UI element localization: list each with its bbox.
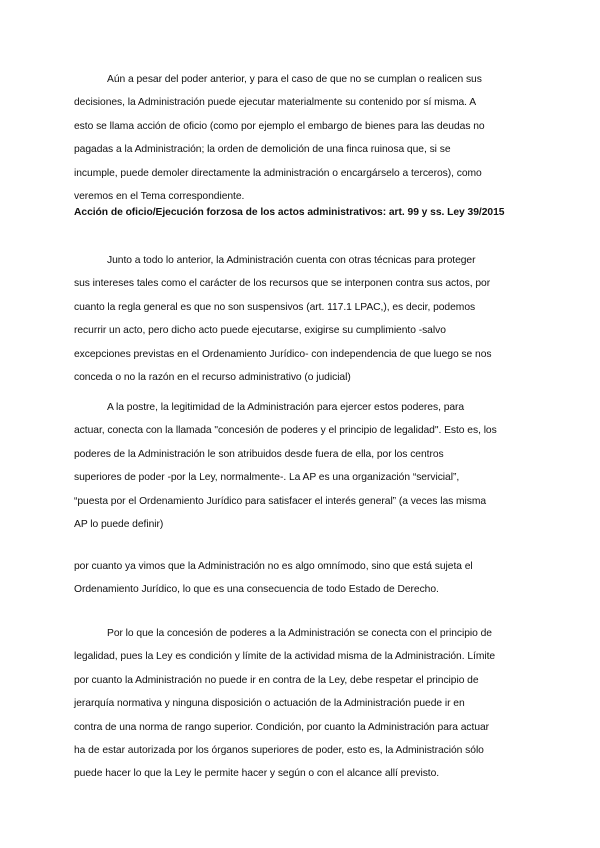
text-line: superiores de poder -por la Ley, normalmente-. La AP es una organización “servicial”, — [74, 472, 460, 484]
text-line: por cuanto ya vimos que la Administración no es algo omnímodo, sino que está sujeta el — [74, 561, 473, 572]
text-line: pagadas a la Administración; la orden de demolición de una finca ruinosa que, si se — [74, 144, 451, 156]
text-line: excepciones previstas en el Ordenamiento Jurídico- con independencia de que luego se nos — [74, 348, 492, 360]
paragraph-estado-de-derecho — [74, 555, 544, 602]
text-line: esto se llama acción de oficio (como por ejemplo el embargo de bienes para las deudas no — [74, 120, 485, 132]
text-line: jerarquía normativa y ninguna disposición o actuación de la Administración puede ir en — [74, 698, 465, 710]
text-line: incumple, puede demoler directamente la administración o encargárselo a terceros), como — [74, 167, 482, 179]
text-line: decisiones, la Administración puede ejecutar materialmente su contenido por sí misma. A — [74, 97, 477, 109]
text-line: Ordenamiento Jurídico, lo que es una consecuencia de todo Estado de Derecho. — [74, 584, 439, 596]
text-line: AP lo puede definir) — [74, 519, 164, 531]
text-line: Por lo que la concesión de poderes a la Administración se conecta con el principio de — [107, 628, 492, 639]
text-line: por cuanto la Administración no puede ir en contra de la Ley, debe respetar el principio de — [74, 674, 479, 686]
text-line: sus intereses tales como el carácter de los recursos que se interponen contra sus actos, por — [74, 278, 491, 290]
text-line: cuanto la regla general es que no son suspensivos (art. 117.1 LPAC,), es decir, podemos — [74, 301, 476, 313]
text-line: veremos en el Tema correspondiente. — [74, 191, 245, 203]
text-line: “puesta por el Ordenamiento Jurídico para satisfacer el interés general” (a veces las misma — [74, 495, 487, 507]
paragraph-principio-de-legalidad — [74, 622, 544, 786]
text-line: actuar, conecta con la llamada "concesión de poderes y el principio de legalidad". Esto es, los — [74, 425, 497, 437]
text-line: puede hacer lo que la Ley le permite hacer y según o con el alcance allí previsto. — [74, 768, 440, 780]
paragraph-legitimidad — [74, 396, 544, 536]
text-line: recurrir un acto, pero dicho acto puede ejecutarse, exigirse su cumplimiento -salvo — [74, 325, 446, 337]
heading-text: Acción de oficio/Ejecución forzosa de los actos administrativos: art. 99 y ss. Ley 39/2015 — [74, 207, 505, 218]
text-line: Junto a todo lo anterior, la Administración cuenta con otras técnicas para proteger — [107, 255, 476, 266]
text-line: A la postre, la legitimidad de la Administración para ejercer estos poderes, para — [107, 402, 465, 413]
text-line: conceda o no la razón en el recurso administrativo (o judicial) — [74, 372, 351, 384]
text-line: Aún a pesar del poder anterior, y para el caso de que no se cumplan o realicen sus — [107, 74, 482, 85]
paragraph-recursos-no-suspensivos — [74, 249, 544, 389]
text-line: poderes de la Administración le son atribuidos desde fuera de ella, por los centros — [74, 448, 444, 460]
text-line: ha de estar autorizada por los órganos superiores de poder, esto es, la Administración sólo — [74, 745, 484, 757]
text-line: contra de una norma de rango superior. Condición, por cuanto la Administración para actuar — [74, 721, 490, 733]
text-line: legalidad, pues la Ley es condición y límite de la actividad misma de la Administración. Límite — [74, 651, 496, 663]
section-heading — [74, 201, 544, 224]
paragraph-accion-de-oficio — [74, 68, 544, 208]
